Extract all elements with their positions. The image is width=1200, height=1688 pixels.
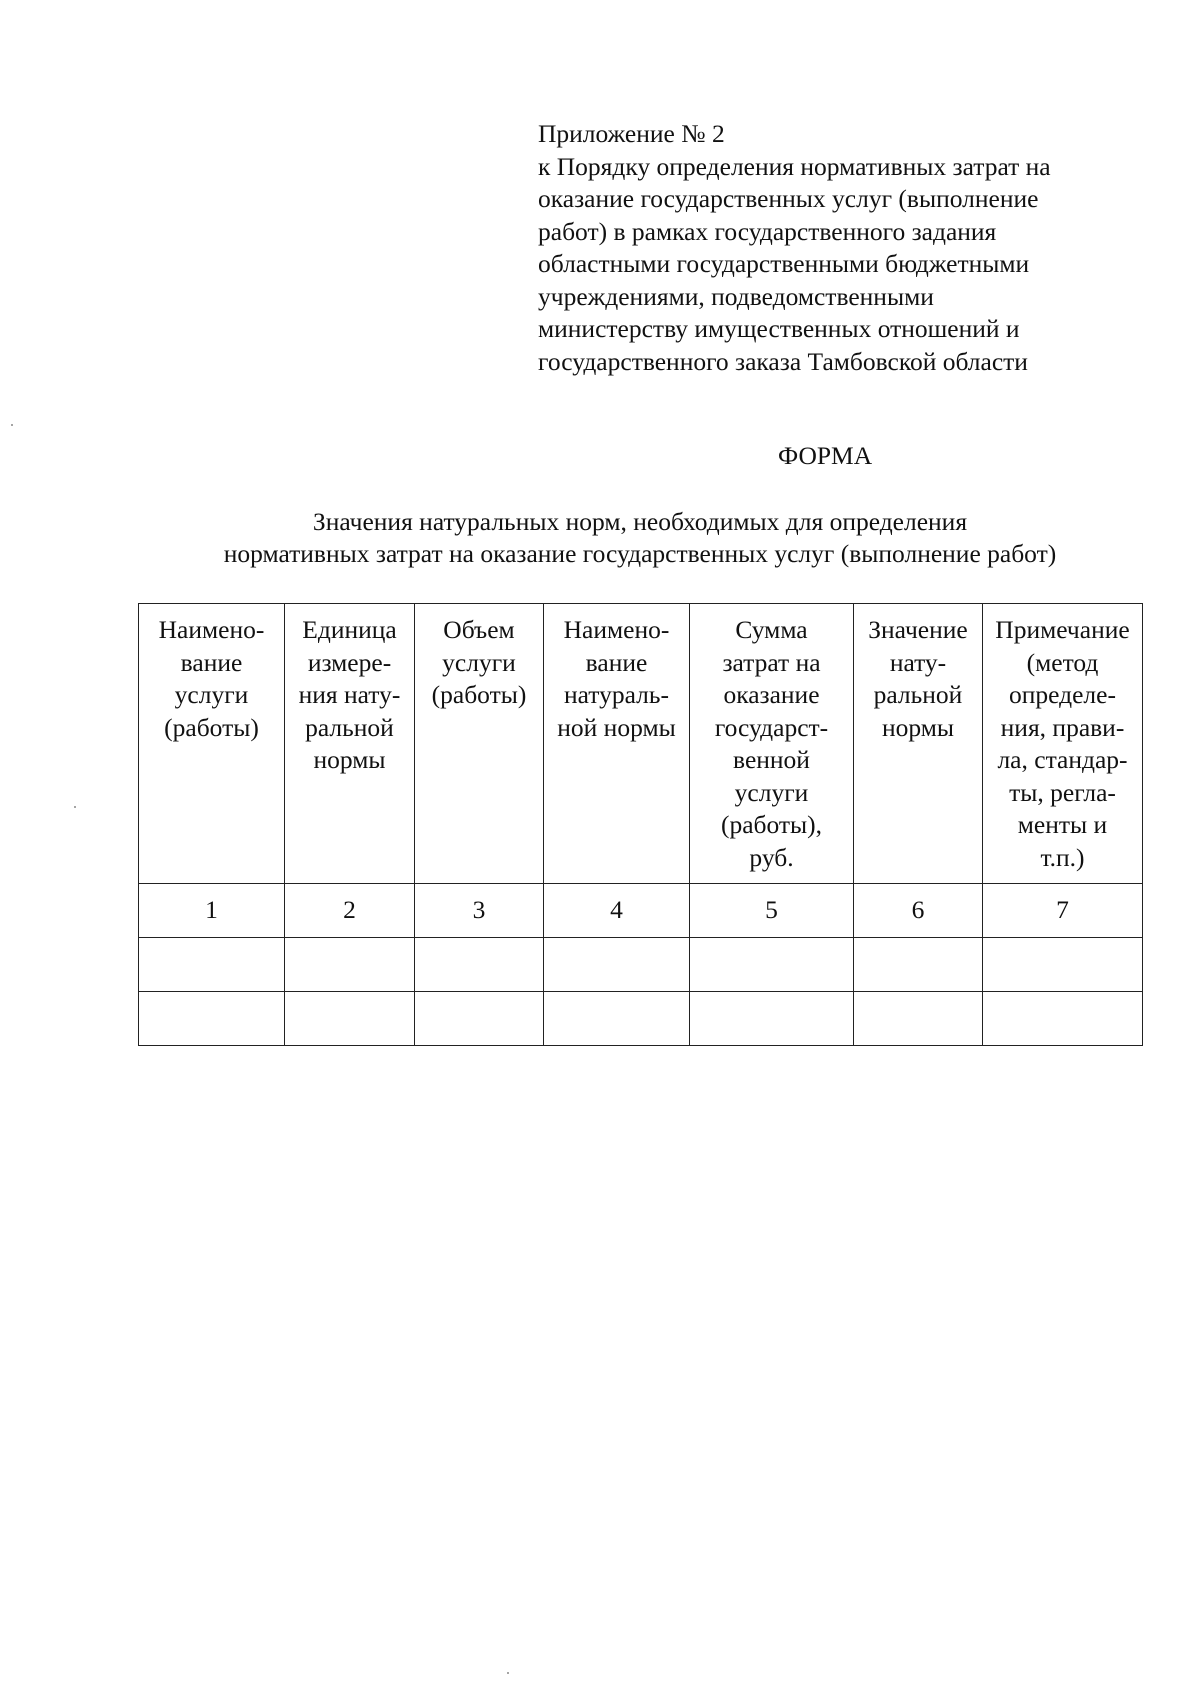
form-label: ФОРМА (778, 441, 873, 470)
table-cell (854, 938, 983, 992)
table-cell (983, 992, 1143, 1046)
appendix-line: министерству имущественных отношений и (538, 314, 1020, 343)
table-row (139, 992, 1143, 1046)
table-cell (544, 992, 690, 1046)
table-cell (285, 992, 415, 1046)
table-cell (690, 938, 854, 992)
table-cell (139, 992, 285, 1046)
appendix-line: работ) в рамках государственного задания (538, 216, 997, 246)
appendix-line: учреждениями, подведомственными (538, 281, 934, 311)
appendix-line: к Порядку определения нормативных затрат на (538, 151, 1051, 181)
table-cell (415, 938, 544, 992)
column-number: 2 (285, 884, 415, 938)
scan-speck (11, 424, 13, 426)
column-number: 5 (690, 884, 854, 938)
column-header-service-name: Наимено- вание услуги (работы) (139, 604, 285, 884)
appendix-line: государственного заказа Тамбовской области (538, 346, 1028, 376)
column-number: 3 (415, 884, 544, 938)
column-number: 4 (544, 884, 690, 938)
table-title-line: Значения натуральных норм, необходимых для определения (312, 507, 968, 536)
table-title-line: нормативных затрат на оказание государственных услуг (выполнение работ) (223, 539, 1057, 568)
table-header-row (139, 604, 1143, 884)
column-header-cost-sum: Сумма затрат на оказание государст- венной услуги (работы), руб. (690, 604, 854, 884)
table-row (139, 938, 1143, 992)
column-number: 1 (139, 884, 285, 938)
column-header-norm-name: Наимено- вание натураль- ной нормы (544, 604, 690, 884)
appendix-line: оказание государственных услуг (выполнение (538, 184, 1039, 213)
appendix-line: Приложение № 2 (538, 119, 725, 148)
column-header-norm-value: Значение нату- ральной нормы (854, 604, 983, 884)
table-cell (690, 992, 854, 1046)
table-cell (983, 938, 1143, 992)
appendix-line: областными государственными бюджетными (538, 249, 1030, 278)
scan-speck (507, 1672, 509, 1674)
column-number: 7 (983, 884, 1143, 938)
column-header-volume: Объем услуги (работы) (415, 604, 544, 884)
table-cell (139, 938, 285, 992)
column-number-row (139, 884, 1143, 938)
table-cell (285, 938, 415, 992)
scan-speck (74, 806, 76, 808)
table-cell (544, 938, 690, 992)
table-title (140, 506, 1140, 570)
column-header-unit: Единица измере- ния нату- ральной нормы (285, 604, 415, 884)
table-cell (415, 992, 544, 1046)
table-cell (854, 992, 983, 1046)
appendix-header (538, 118, 1138, 378)
norms-table (138, 603, 1143, 1046)
column-number: 6 (854, 884, 983, 938)
column-header-note: Примечание (метод определе- ния, прави- ла, стандар- ты, регла- менты и т.п.) (983, 604, 1143, 884)
